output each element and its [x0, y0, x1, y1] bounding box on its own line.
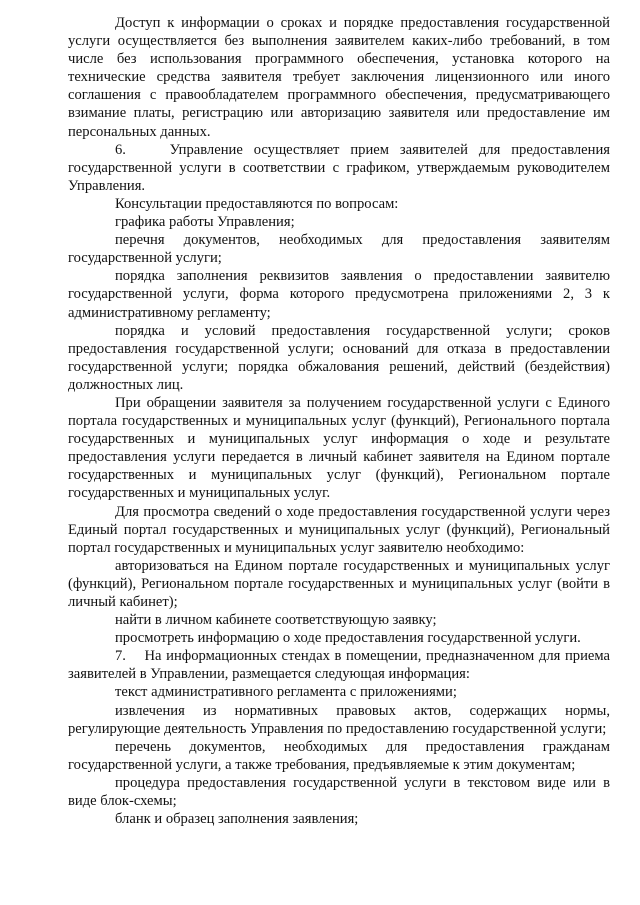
paragraph-item-6: 6. Управление осуществляет прием заявителей для предоставления государственной услуги в соответствии с графиком, утверждаемым руководителем Управления. [68, 141, 610, 194]
paragraph-view-status: просмотреть информацию о ходе предоставления государственной услуги. [115, 630, 581, 647]
paragraph-consultations: Консультации предоставляются по вопросам: [115, 195, 399, 212]
paragraph-schedule: графика работы Управления; [115, 214, 295, 231]
paragraph-find-request: найти в личном кабинете соответствующую заявку; [115, 612, 437, 629]
paragraph-regulation-text: текст административного регламента с приложениями; [115, 684, 457, 701]
paragraph-authorize: авторизоваться на Едином портале государственных и муниципальных услуг (функций), Региональном портале государственных и муниципальных услуг (войти в личный кабинет); [68, 557, 610, 610]
document-page [68, 14, 610, 828]
paragraph-documents-requirements: перечень документов, необходимых для предоставления гражданам государственной услуги, а также требования, предъявляемые к этим документам; [68, 738, 610, 773]
paragraph-documents-list: перечня документов, необходимых для предоставления заявителям государственной услуги; [68, 232, 610, 267]
paragraph-portal-view: Для просмотра сведений о ходе предоставления государственной услуги через Единый портал государственных и муниципальных услуг (функций), Региональный портал государственных и муниципальных услуг заявителю необходимо: [68, 503, 610, 556]
paragraph-item-7: 7. На информационных стендах в помещении, предназначенном для приема заявителей в Управлении, размещается следующая информация: [68, 648, 610, 683]
paragraph-form-sample: бланк и образец заполнения заявления; [115, 811, 359, 828]
paragraph-conditions: порядка и условий предоставления государственной услуги; сроков предоставления государственной услуги; оснований для отказа в предоставлении государственной услуги; порядка обжалования решений, действий (бездействия) должностных лиц. [68, 322, 610, 393]
paragraph-access-info: Доступ к информации о сроках и порядке предоставления государственной услуги осуществляется без выполнения заявителем каких-либо требований, в том числе без использования программного обеспечения, установка которого на технические средства заявителя требует заключения лицензионного или иного соглашения с правообладателем программного обеспечения, предусматривающего взимание платы, регистрацию или авторизацию заявителя или предоставление им персональных данных. [68, 15, 610, 140]
paragraph-form-filling: порядка заполнения реквизитов заявления о предоставлении заявителю государственной услуги, форма которого предусмотрена приложениями 2, 3 к административному регламенту; [68, 268, 610, 321]
paragraph-portal-request: При обращении заявителя за получением государственной услуги с Единого портала государственных и муниципальных услуг (функций), Регионального портала государственных и муниципальных услуг информация о ходе и результате предоставления услуги передается в личный кабинет заявителя на Едином портале государственных и муниципальных услуг (функций), Региональном портале государственных и муниципальных услуг. [68, 394, 610, 502]
paragraph-procedure: процедура предоставления государственной услуги в текстовом виде или в виде блок-схемы; [68, 774, 610, 810]
paragraph-legal-extracts: извлечения из нормативных правовых актов, содержащих нормы, регулирующие деятельность Управления по предоставлению государственной услуги; [68, 702, 610, 737]
